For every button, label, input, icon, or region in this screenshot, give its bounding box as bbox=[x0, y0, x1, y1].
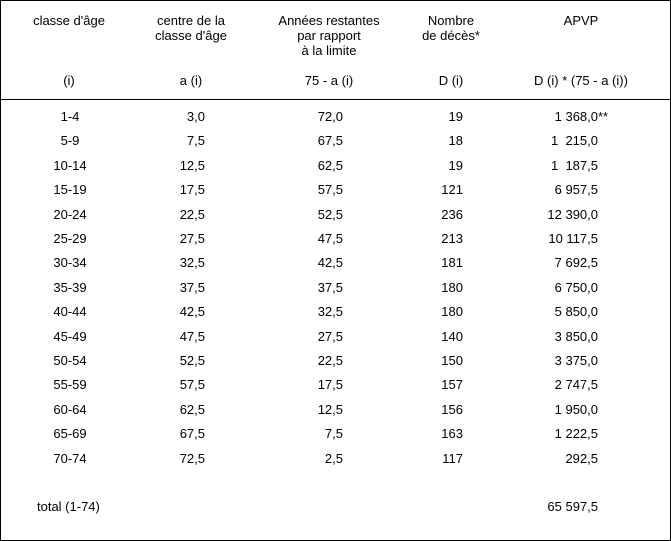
cell-age-class-value: 35-39 bbox=[53, 279, 87, 295]
cell-death-count-value: 213 bbox=[441, 231, 463, 246]
cell-apvp bbox=[506, 229, 598, 249]
cell-remaining-years-value: 37,5 bbox=[317, 279, 343, 295]
cell-death-count-value: 236 bbox=[441, 206, 463, 222]
cell-remaining-years bbox=[301, 229, 343, 249]
footnote-marker: ** bbox=[598, 109, 609, 124]
header-age-class: classe d'âge bbox=[33, 13, 105, 28]
cell-apvp-value: 1 187,5 bbox=[551, 157, 598, 173]
cell-death-count bbox=[431, 351, 463, 371]
cell-death-count-value: 156 bbox=[441, 401, 463, 417]
cell-apvp bbox=[506, 107, 609, 127]
cell-death-count-value: 19 bbox=[448, 109, 463, 124]
cell-death-count bbox=[431, 131, 463, 151]
table-row bbox=[1, 253, 670, 273]
cell-death-count-value: 157 bbox=[441, 377, 463, 393]
cell-class-center-value: 37,5 bbox=[179, 279, 205, 295]
cell-apvp bbox=[506, 180, 598, 200]
cell-remaining-years bbox=[301, 400, 343, 420]
cell-apvp bbox=[506, 449, 598, 469]
cell-death-count bbox=[431, 400, 463, 420]
cell-class-center-value: 57,5 bbox=[179, 377, 205, 393]
cell-age-class-value: 70-74 bbox=[53, 450, 87, 466]
cell-remaining-years-value: 57,5 bbox=[317, 182, 343, 198]
cell-death-count bbox=[431, 205, 463, 225]
header-class-center-symbol: a (i) bbox=[179, 73, 203, 88]
cell-remaining-years-value: 17,5 bbox=[317, 377, 343, 393]
cell-age-class bbox=[41, 424, 99, 444]
table-row bbox=[1, 107, 670, 127]
cell-death-count bbox=[431, 327, 463, 347]
total-row bbox=[1, 497, 670, 517]
cell-age-class bbox=[41, 253, 99, 273]
cell-remaining-years bbox=[301, 107, 343, 127]
cell-age-class-value: 65-69 bbox=[53, 426, 87, 442]
cell-age-class-value: 1-4 bbox=[60, 109, 80, 124]
cell-class-center-value: 32,5 bbox=[179, 255, 205, 271]
cell-age-class-value: 45-49 bbox=[53, 328, 87, 344]
cell-age-class-value: 60-64 bbox=[53, 401, 87, 417]
cell-remaining-years bbox=[301, 131, 343, 151]
table-row bbox=[1, 327, 670, 347]
cell-class-center-value: 7,5 bbox=[186, 133, 205, 149]
cell-age-class bbox=[41, 449, 99, 469]
header-apvp: APVP bbox=[563, 13, 599, 28]
cell-remaining-years-value: 22,5 bbox=[317, 353, 343, 368]
cell-remaining-years bbox=[301, 327, 343, 347]
cell-age-class bbox=[41, 107, 99, 127]
cell-death-count bbox=[431, 375, 463, 395]
cell-class-center bbox=[161, 253, 205, 273]
cell-apvp bbox=[506, 131, 598, 151]
cell-remaining-years-value: 27,5 bbox=[317, 328, 343, 344]
table-row bbox=[1, 131, 670, 151]
cell-class-center bbox=[161, 449, 205, 469]
table-row bbox=[1, 302, 670, 322]
cell-class-center bbox=[161, 156, 205, 176]
header-age-class-symbol: (i) bbox=[63, 73, 75, 88]
cell-apvp-value: 5 850,0 bbox=[554, 304, 598, 320]
cell-remaining-years-value: 72,0 bbox=[317, 109, 343, 124]
cell-apvp-value: 292,5 bbox=[565, 450, 598, 466]
cell-death-count bbox=[431, 278, 463, 298]
cell-class-center bbox=[161, 302, 205, 322]
cell-death-count-value: 180 bbox=[441, 279, 463, 295]
total-apvp: 65 597,5 bbox=[547, 499, 598, 514]
table-row bbox=[1, 229, 670, 249]
cell-class-center bbox=[161, 180, 205, 200]
cell-apvp-value: 3 375,0 bbox=[554, 353, 598, 368]
cell-age-class-value: 25-29 bbox=[53, 231, 87, 246]
cell-apvp-value: 1 222,5 bbox=[554, 426, 598, 442]
header-remaining-years-symbol: 75 - a (i) bbox=[304, 73, 354, 88]
cell-remaining-years bbox=[301, 375, 343, 395]
cell-age-class bbox=[41, 156, 99, 176]
cell-apvp-value: 1 368,0 bbox=[554, 109, 598, 124]
cell-age-class-value: 5-9 bbox=[60, 133, 80, 149]
cell-class-center bbox=[161, 229, 205, 249]
table-row bbox=[1, 278, 670, 298]
cell-class-center bbox=[161, 351, 205, 371]
cell-remaining-years-value: 12,5 bbox=[317, 401, 343, 417]
header-class-center: centre de la classe d'âge bbox=[155, 13, 227, 43]
cell-death-count bbox=[431, 107, 463, 127]
cell-death-count-value: 140 bbox=[441, 328, 463, 344]
cell-class-center bbox=[161, 107, 205, 127]
cell-age-class bbox=[41, 180, 99, 200]
table-row bbox=[1, 375, 670, 395]
cell-class-center bbox=[161, 424, 205, 444]
cell-remaining-years-value: 52,5 bbox=[317, 206, 343, 222]
cell-class-center-value: 62,5 bbox=[179, 401, 205, 417]
cell-remaining-years-value: 7,5 bbox=[324, 426, 343, 442]
cell-class-center bbox=[161, 131, 205, 151]
cell-age-class bbox=[41, 375, 99, 395]
cell-class-center-value: 12,5 bbox=[179, 157, 205, 173]
cell-class-center bbox=[161, 400, 205, 420]
cell-death-count-value: 181 bbox=[441, 255, 463, 271]
cell-remaining-years bbox=[301, 278, 343, 298]
cell-class-center-value: 42,5 bbox=[179, 304, 205, 320]
cell-death-count-value: 121 bbox=[441, 182, 463, 198]
cell-death-count-value: 117 bbox=[442, 450, 463, 466]
cell-apvp bbox=[506, 400, 598, 420]
cell-remaining-years bbox=[301, 253, 343, 273]
table-header bbox=[1, 1, 670, 99]
cell-death-count-value: 150 bbox=[441, 353, 463, 368]
cell-apvp-value: 10 117,5 bbox=[548, 231, 598, 246]
table-row bbox=[1, 449, 670, 469]
table-row bbox=[1, 424, 670, 444]
cell-age-class bbox=[41, 278, 99, 298]
cell-class-center bbox=[161, 327, 205, 347]
header-remaining-years: Années restantes par rapport à la limite bbox=[278, 13, 380, 58]
cell-age-class bbox=[41, 351, 99, 371]
cell-class-center-value: 27,5 bbox=[179, 231, 205, 246]
cell-age-class-value: 10-14 bbox=[53, 157, 87, 173]
cell-death-count-value: 19 bbox=[448, 157, 463, 173]
cell-apvp bbox=[506, 156, 598, 176]
cell-remaining-years-value: 67,5 bbox=[317, 133, 343, 149]
cell-age-class bbox=[41, 400, 99, 420]
cell-apvp-value: 2 747,5 bbox=[554, 377, 598, 393]
header-apvp-symbol: D (i) * (75 - a (i)) bbox=[534, 73, 628, 88]
cell-class-center bbox=[161, 278, 205, 298]
cell-remaining-years bbox=[301, 205, 343, 225]
cell-death-count bbox=[431, 229, 463, 249]
table-row bbox=[1, 400, 670, 420]
cell-class-center-value: 52,5 bbox=[179, 353, 205, 368]
cell-apvp-value: 7 692,5 bbox=[554, 255, 598, 271]
cell-apvp bbox=[506, 205, 598, 225]
cell-remaining-years-value: 2,5 bbox=[324, 450, 343, 466]
cell-apvp-value: 6 750,0 bbox=[554, 279, 598, 295]
cell-class-center-value: 17,5 bbox=[179, 182, 205, 198]
table-row bbox=[1, 351, 670, 371]
cell-class-center-value: 3,0 bbox=[186, 109, 205, 124]
cell-remaining-years bbox=[301, 424, 343, 444]
cell-apvp-value: 1 950,0 bbox=[554, 401, 598, 417]
table-row bbox=[1, 156, 670, 176]
cell-apvp-value: 12 390,0 bbox=[547, 206, 598, 222]
cell-age-class-value: 30-34 bbox=[53, 255, 87, 271]
total-label: total (1-74) bbox=[37, 499, 100, 514]
cell-death-count bbox=[431, 253, 463, 273]
cell-remaining-years-value: 47,5 bbox=[317, 231, 343, 246]
cell-age-class bbox=[41, 131, 99, 151]
table-row bbox=[1, 180, 670, 200]
cell-death-count bbox=[431, 180, 463, 200]
cell-death-count bbox=[431, 449, 463, 469]
cell-class-center-value: 22,5 bbox=[179, 206, 205, 222]
cell-age-class-value: 15-19 bbox=[53, 182, 87, 198]
cell-class-center bbox=[161, 375, 205, 395]
cell-apvp bbox=[506, 375, 598, 395]
header-death-count-symbol: D (i) bbox=[438, 73, 464, 88]
cell-death-count bbox=[431, 156, 463, 176]
cell-class-center-value: 67,5 bbox=[179, 426, 205, 442]
cell-apvp bbox=[506, 302, 598, 322]
cell-remaining-years bbox=[301, 302, 343, 322]
cell-remaining-years bbox=[301, 449, 343, 469]
cell-death-count-value: 18 bbox=[448, 133, 463, 149]
header-death-count: Nombre de décès* bbox=[422, 13, 480, 43]
cell-age-class bbox=[41, 205, 99, 225]
cell-remaining-years-value: 62,5 bbox=[317, 157, 343, 173]
cell-age-class-value: 40-44 bbox=[53, 304, 87, 320]
cell-apvp bbox=[506, 351, 598, 371]
cell-remaining-years bbox=[301, 156, 343, 176]
cell-apvp bbox=[506, 278, 598, 298]
header-divider bbox=[1, 99, 670, 100]
cell-apvp-value: 1 215,0 bbox=[551, 133, 598, 149]
cell-class-center bbox=[161, 205, 205, 225]
table-row bbox=[1, 205, 670, 225]
cell-death-count-value: 163 bbox=[441, 426, 463, 442]
cell-death-count bbox=[431, 302, 463, 322]
cell-age-class-value: 20-24 bbox=[53, 206, 87, 222]
cell-apvp bbox=[506, 327, 598, 347]
cell-death-count bbox=[431, 424, 463, 444]
cell-apvp-value: 6 957,5 bbox=[554, 182, 598, 198]
cell-age-class bbox=[41, 327, 99, 347]
cell-age-class-value: 50-54 bbox=[53, 353, 87, 368]
cell-age-class bbox=[41, 229, 99, 249]
cell-death-count-value: 180 bbox=[441, 304, 463, 320]
cell-remaining-years bbox=[301, 180, 343, 200]
cell-class-center-value: 47,5 bbox=[179, 328, 205, 344]
cell-remaining-years bbox=[301, 351, 343, 371]
cell-remaining-years-value: 42,5 bbox=[317, 255, 343, 271]
cell-class-center-value: 72,5 bbox=[179, 450, 205, 466]
cell-age-class bbox=[41, 302, 99, 322]
cell-apvp bbox=[506, 424, 598, 444]
cell-age-class-value: 55-59 bbox=[53, 377, 87, 393]
cell-apvp-value: 3 850,0 bbox=[554, 328, 598, 344]
cell-apvp bbox=[506, 253, 598, 273]
cell-remaining-years-value: 32,5 bbox=[317, 304, 343, 320]
